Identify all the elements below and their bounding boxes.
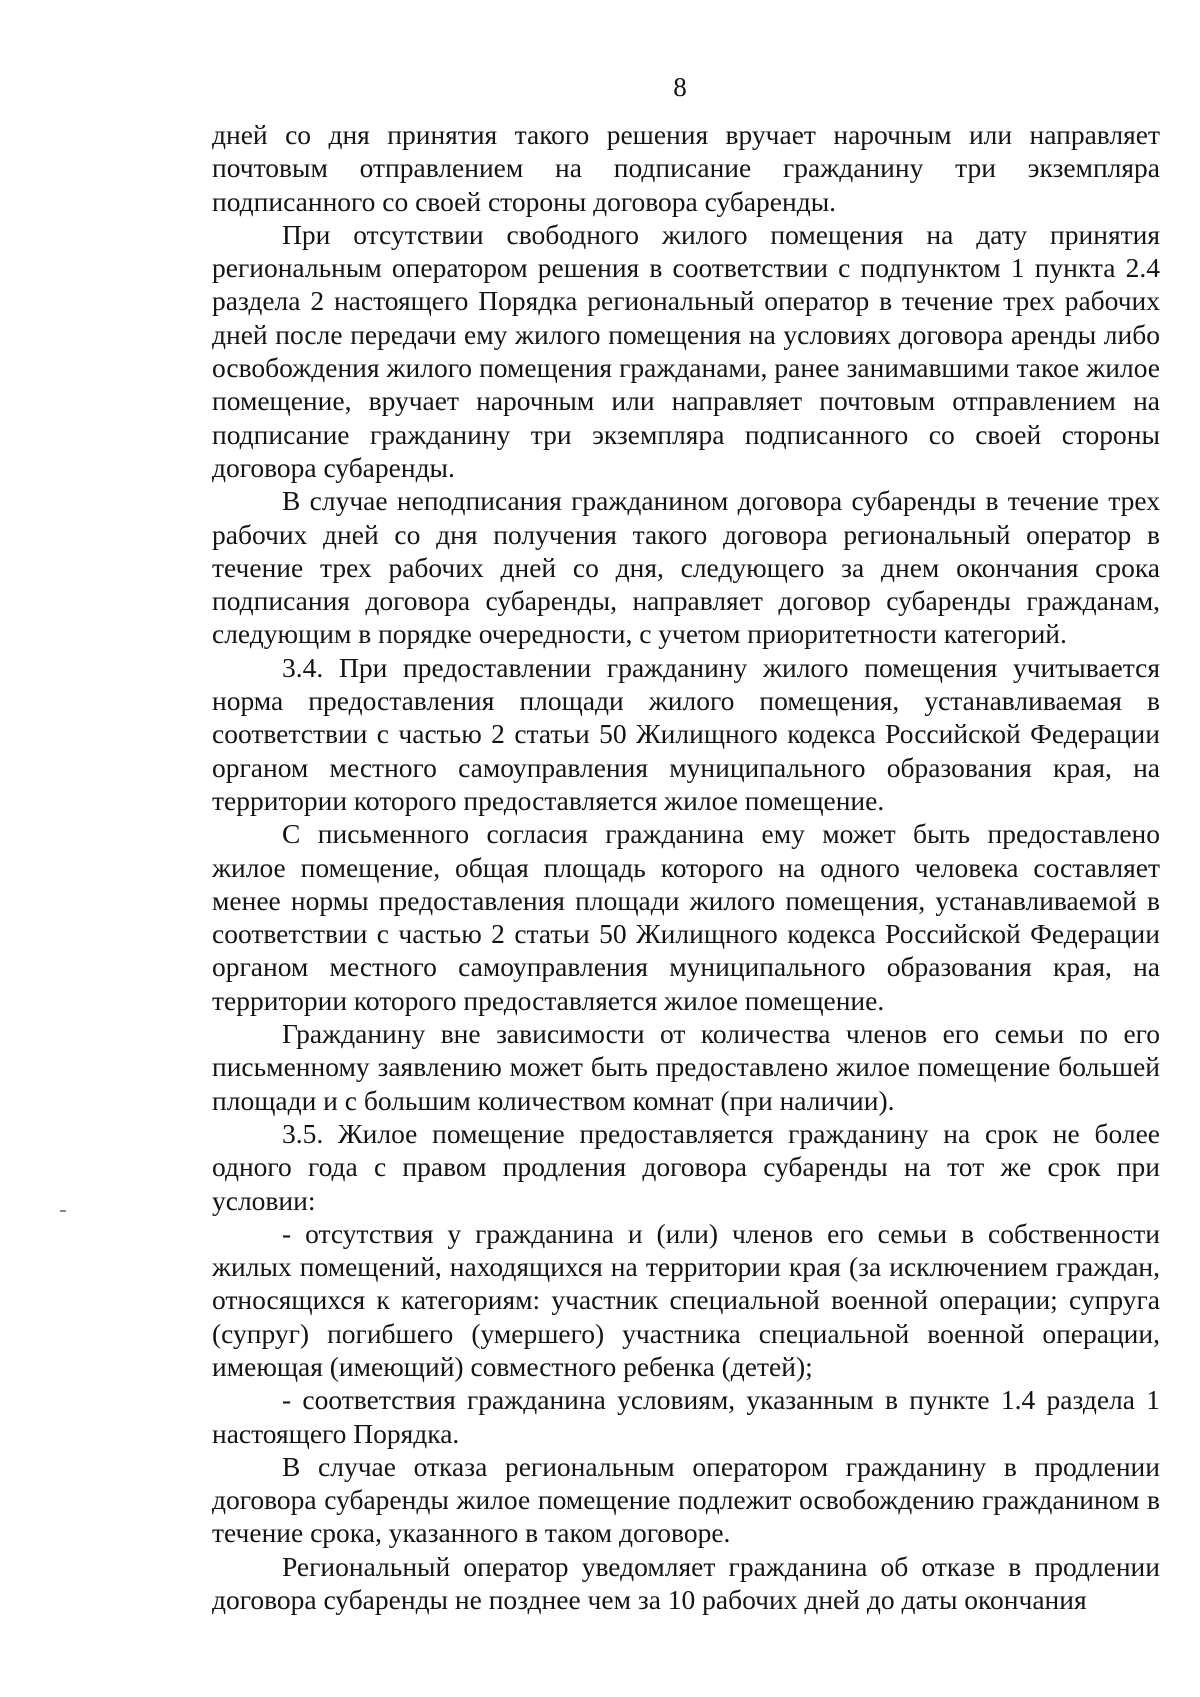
margin-mark	[60, 1210, 66, 1212]
paragraph-written-consent: С письменного согласия гражданина ему может быть предоставлено жилое помещение, общая площадь которого на одного человека составляет менее нормы предоставления площади жилого помещения, устанавливаемой в соответствии с частью 2 статьи 50 Жилищного кодекса Российской Федерации органом местного самоуправления муниципального образования края, на территории которого предоставляется жилое помещение.	[212, 818, 1160, 1016]
paragraph-continuation: дней со дня принятия такого решения вручает нарочным или направляет почтовым отправлением на подписание гражданину три экземпляра подписанного со своей стороны договора субаренды.	[212, 119, 1160, 217]
page-number: 8	[673, 72, 687, 102]
paragraph-notification: Региональный оператор уведомляет гражданина об отказе в продлении договора субаренды не позднее чем за 10 рабочих дней до даты окончания	[212, 1550, 1160, 1616]
paragraph-refusal: В случае отказа региональным оператором гражданину в продлении договора субаренды жилое помещение подлежит освобождению гражданином в течение срока, указанного в таком договоре.	[212, 1450, 1160, 1549]
paragraph-no-free-housing: При отсутствии свободного жилого помещения на дату принятия региональным оператором решения в соответствии с подпунктом 1 пункта 2.4 раздела 2 настоящего Порядка региональный оператор в течение трех рабочих дней после передачи ему жилого помещения на условиях договора аренды либо освобождения жилого помещения гражданами, ранее занимавшими такое жилое помещение, вручает нарочным или направляет почтовым отправлением на подписание гражданину три экземпляра подписанного со своей стороны договора субаренды.	[212, 218, 1160, 483]
list-item-conditions: - соответствия гражданина условиям, указанным в пункте 1.4 раздела 1 настоящего Порядка.	[212, 1384, 1160, 1449]
paragraph-3-5: 3.5. Жилое помещение предоставляется гражданину на срок не более одного года с правом продления договора субаренды на тот же срок при условии:	[212, 1117, 1160, 1216]
list-item-no-ownership: - отсутствия у гражданина и (или) членов его семьи в собственности жилых помещений, находящихся на территории края (за исключением граждан, относящихся к категориям: участник специальной военной операции; супруга (супруг) погибшего (умершего) участника специальной военной операции, имеющая (имеющий) совместного ребенка (детей);	[212, 1217, 1160, 1382]
paragraph-larger-area: Гражданину вне зависимости от количества членов его семьи по его письменному заявлению может быть предоставлено жилое помещение большей площади и с большим количеством комнат (при наличии).	[212, 1018, 1160, 1116]
paragraph-unsigned-contract: В случае неподписания гражданином договора субаренды в течение трех рабочих дней со дня получения такого договора региональный оператор в течение трех рабочих дней со дня, следующего за днем окончания срока подписания договора субаренды, направляет договор субаренды гражданам, следующим в порядке очередности, с учетом приоритетности категорий.	[212, 485, 1160, 650]
paragraph-3-4: 3.4. При предоставлении гражданину жилого помещения учитывается норма предоставления площади жилого помещения, устанавливаемая в соответствии с частью 2 статьи 50 Жилищного кодекса Российской Федерации органом местного самоуправления муниципального образования края, на территории которого предоставляется жилое помещение.	[212, 651, 1160, 816]
document-body	[212, 118, 1160, 1616]
